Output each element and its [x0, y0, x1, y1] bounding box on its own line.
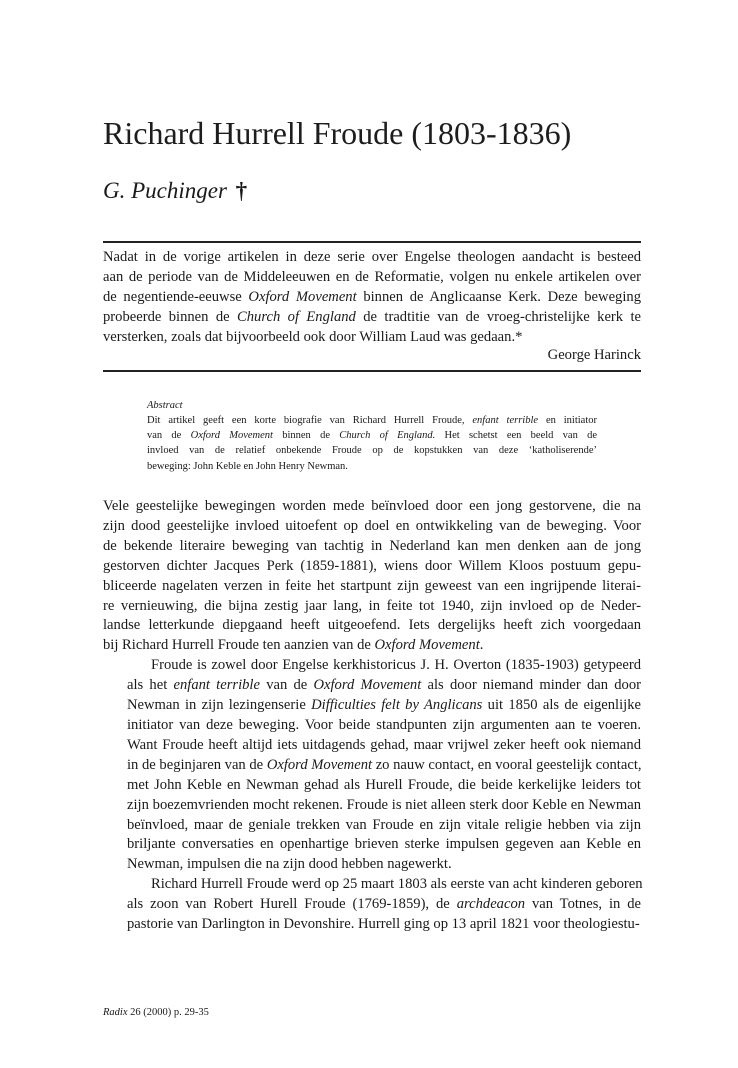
body-line: gestorven dichter Jacques Perk (1859-1881), wiens door Willem Kloos postuum gepu- — [103, 557, 641, 574]
body-line: Froude is zowel door Engelse kerkhistoricus J. H. Overton (1835-1903) getypeerd — [151, 657, 641, 674]
abstract-line: Dit artikel geeft een korte biografie van Richard Hurrell Froude, enfant terrible en initiator — [147, 415, 598, 426]
intro-bottom-rule — [103, 370, 641, 372]
abstract-heading: Abstract — [147, 400, 183, 411]
body-line: bliceerde nagelaten verzen in feite het startpunt zijn geweest van een ingrijpende literai- — [103, 577, 641, 594]
body-paragraph — [103, 656, 641, 875]
intro-line: versterken, zoals dat bijvoorbeeld ook door William Laud was gedaan.* — [103, 328, 523, 345]
intro-line: aan de periode van de Middeleeuwen en de Reformatie, volgen nu enkele artikelen over — [103, 268, 641, 285]
author-line — [103, 176, 247, 206]
article-title: Richard Hurrell Froude (1803-1836) — [103, 115, 572, 151]
body-line: landse letterkunde diepgaand heeft uitgeoefend. Iets dergelijks heeft zich voorgedaan — [103, 617, 641, 634]
article-body — [103, 497, 641, 935]
intro-line: de negentiende-eeuwse Oxford Movement binnen de Anglicaanse Kerk. Deze beweging — [103, 288, 641, 305]
body-line: in de beginjaren van de Oxford Movement zo nauw contact, en vooral geestelijk contact, — [127, 756, 642, 773]
abstract-line: beweging: John Keble en John Henry Newman. — [147, 460, 348, 472]
body-line: Want Froude heeft altijd iets uitdagends gehad, maar vrijwel zeker heeft ook niemand — [127, 736, 641, 753]
body-line: initiator van deze beweging. Voor beide standpunten zijn argumenten aan te voeren. — [127, 716, 641, 733]
abstract-line: invloed van de relatief onbekende Froude op de kopstukken van deze ‘katholiserende’ — [147, 445, 597, 457]
footer-journal-name: Radix — [103, 1007, 128, 1018]
body-line: Newman, impulsen die na zijn dood hebben nagewerkt. — [127, 856, 452, 873]
body-line: re vernieuwing, die bijna zestig jaar lang, in feite tot 1940, zijn invloed op de Neder- — [103, 597, 641, 614]
author-name: G. Puchinger — [103, 178, 227, 203]
body-line: als het enfant terrible van de Oxford Movement als door niemand minder dan door — [127, 677, 641, 694]
abstract-line: van de Oxford Movement binnen de Church of England. Het schetst een beeld van de — [147, 430, 597, 442]
body-line: briljante conversaties en openhartige brieven sterke impulsen gegeven aan Keble en — [127, 836, 641, 853]
body-line: zijn dood geestelijke invloed uitoefent op doel en ontwikkeling van de beweging. Voor — [103, 517, 641, 534]
intro-top-rule — [103, 241, 641, 243]
deceased-cross-mark: † — [235, 178, 248, 203]
body-line: de bekende literaire beweging van tachtig in Nederland kan men denken aan de jong — [103, 537, 641, 554]
editorial-introduction — [103, 248, 641, 348]
body-line: bij Richard Hurrell Froude ten aanzien van de Oxford Movement. — [103, 637, 484, 654]
body-line: zijn boezemvrienden mocht rekenen. Froude is niet alleen sterk door Keble en Newman — [127, 796, 641, 813]
body-line: Vele geestelijke bewegingen worden mede beïnvloed door een jong gestorvene, die na — [103, 498, 641, 514]
abstract-text — [147, 413, 597, 474]
abstract-block — [147, 399, 597, 474]
introduction-signature: George Harinck — [547, 347, 641, 363]
body-paragraph — [103, 497, 641, 656]
body-line: Richard Hurrell Froude werd op 25 maart 1803 als eerste van acht kinderen geboren — [151, 876, 643, 893]
intro-line: probeerde binnen de Church of England de tradtitie van de vroeg-christelijke kerk te — [103, 308, 642, 325]
body-line: beïnvloed, maar de geniale trekken van Froude en zijn vitale religie hebben via zijn — [127, 816, 641, 833]
body-line: met John Keble en Newman gehad als Hurell Froude, die beide kerkelijke leiders tot — [127, 776, 641, 793]
body-paragraph — [103, 875, 641, 935]
page-footer — [103, 1006, 209, 1020]
footer-citation: 26 (2000) p. 29-35 — [127, 1007, 209, 1018]
body-line: pastorie van Darlington in Devonshire. Hurrell ging op 13 april 1821 voor theologiestu- — [127, 916, 640, 933]
body-line: als zoon van Robert Hurell Froude (1769-1859), de archdeacon van Totnes, in de — [127, 896, 641, 913]
intro-line: Nadat in de vorige artikelen in deze serie over Engelse theologen aandacht is besteed — [103, 249, 641, 265]
body-line: Newman in zijn lezingenserie Difficulties felt by Anglicans uit 1850 als de eigenlijke — [127, 697, 641, 714]
